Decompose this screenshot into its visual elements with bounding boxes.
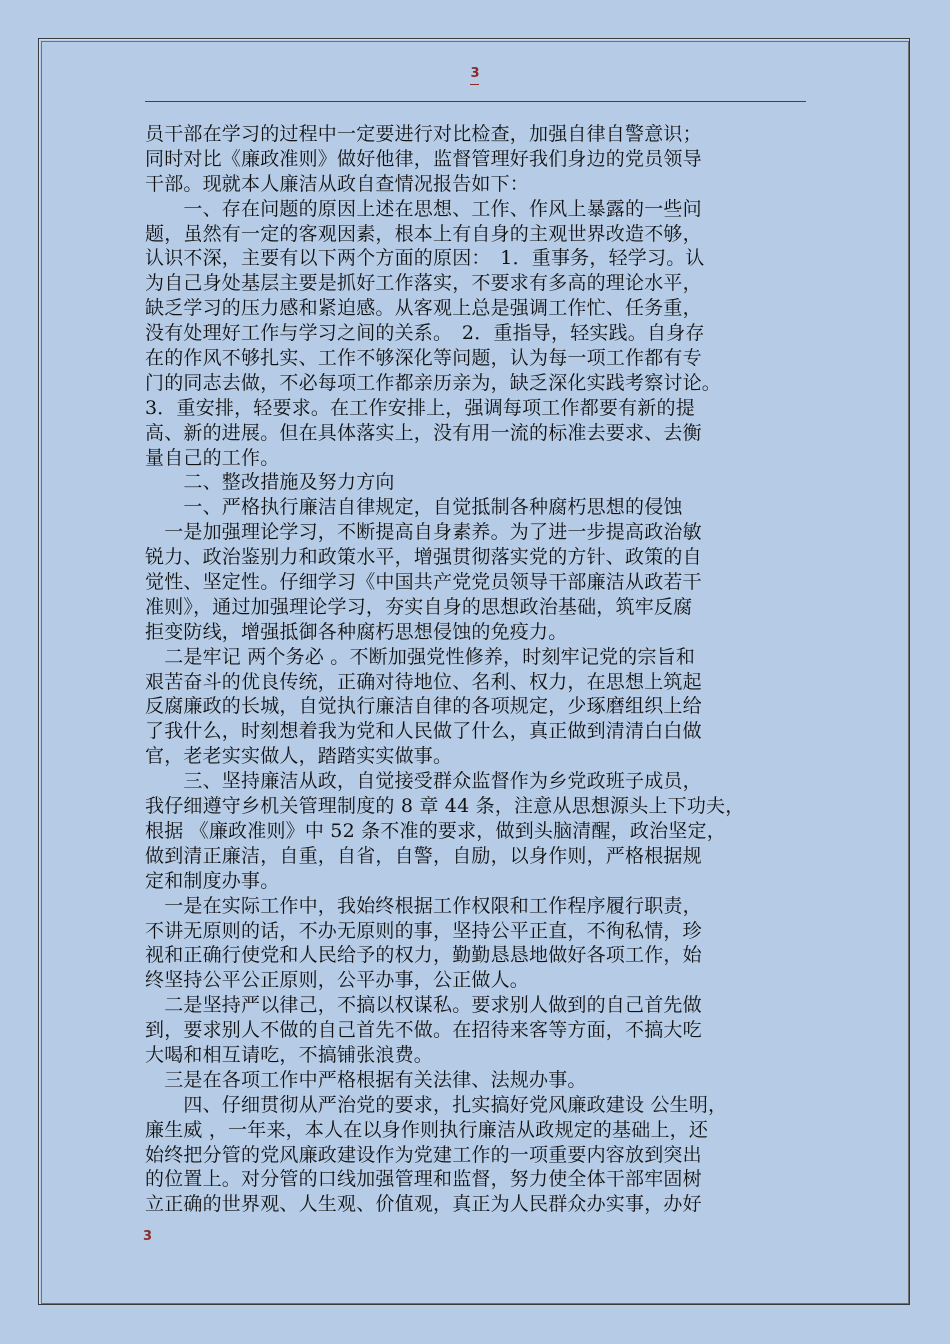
text-line: 四、仔细贯彻从严治党的要求，扎实搞好党风廉政建设 公生明， (145, 1093, 728, 1116)
text-line: 拒变防线，增强抵御各种腐朽思想侵蚀的免疫力。 (145, 620, 568, 643)
text-line: 高、新的进展。但在具体落实上，没有用一流的标准去要求、去衡 (145, 421, 702, 444)
text-line: 了我什么，时刻想着我为党和人民做了什么，真正做到清清白白做 (145, 720, 702, 743)
text-line: 定和制度办事。 (145, 869, 280, 892)
text-line: 根据 《廉政准则》中 52 条不准的要求，做到头脑清醒，政治坚定， (145, 819, 726, 842)
text-line: 锐力、政治鉴别力和政策水平，增强贯彻落实党的方针、政策的自 (145, 546, 702, 569)
header-rule (145, 101, 806, 102)
text-line: 廉生威 ，一年来，本人在以身作则执行廉洁从政规定的基础上，还 (145, 1118, 709, 1141)
text-line: 干部。现就本人廉洁从政自查情况报告如下： (145, 172, 530, 195)
text-line: 在的作风不够扎实、工作不够深化等问题，认为每一项工作都有专 (145, 347, 702, 370)
text-line: 一是在实际工作中，我始终根据工作权限和工作程序履行职责， (145, 894, 702, 917)
text-line: 一、存在问题的原因上述在思想、工作、作风上暴露的一些问 (145, 197, 702, 220)
text-line: 三是在各项工作中严格根据有关法律、法规办事。 (145, 1068, 587, 1091)
text-line: 量自己的工作。 (145, 446, 280, 469)
text-line: 三、坚持廉洁从政，自觉接受群众监督作为乡党政班子成员， (145, 770, 702, 793)
text-line: 缺乏学习的压力感和紧迫感。从客观上总是强调工作忙、任务重， (145, 297, 702, 320)
text-line: 反腐廉政的长城，自觉执行廉洁自律的各项规定，少琢磨组织上给 (145, 695, 702, 718)
text-line: 的位置上。对分管的口线加强管理和监督，努力使全体干部牢固树 (145, 1168, 702, 1191)
text-line: 准则》，通过加强理论学习，夯实自身的思想政治基础，筑牢反腐 (145, 595, 693, 618)
text-line: 门的同志去做，不必每项工作都亲历亲为，缺乏深化实践考察讨论。 (145, 371, 722, 394)
text-line: 视和正确行使党和人民给予的权力，勤勤恳恳地做好各项工作，始 (145, 944, 702, 967)
text-line: 没有处理好工作与学习之间的关系。 2．重指导，轻实践。自身存 (145, 322, 705, 345)
text-line: 不讲无原则的话，不办无原则的事，坚持公平正直，不徇私情，珍 (145, 919, 702, 942)
text-line: 觉性、坚定性。仔细学习《中国共产党党员领导干部廉洁从政若干 (145, 571, 702, 594)
document-body (145, 122, 825, 1217)
text-line: 3．重安排，轻要求。在工作安排上，强调每项工作都要有新的提 (145, 396, 695, 419)
text-line: 同时对比《廉政准则》做好他律，监督管理好我们身边的党员领导 (145, 147, 702, 170)
text-line: 二、整改措施及努力方向 (145, 471, 395, 494)
text-line: 二是牢记 两个务必 。不断加强党性修养，时刻牢记党的宗旨和 (145, 645, 696, 668)
text-line: 题，虽然有一定的客观因素，根本上有自身的主观世界改造不够， (145, 222, 702, 245)
text-line: 为自己身处基层主要是抓好工作落实，不要求有多高的理论水平， (145, 272, 702, 295)
text-line: 终坚持公平公正原则，公平办事，公正做人。 (145, 969, 530, 992)
text-line: 官，老老实实做人，踏踏实实做事。 (145, 745, 453, 768)
text-line: 大喝和相互请吃，不搞铺张浪费。 (145, 1043, 434, 1066)
header-page-number-underline (470, 84, 479, 85)
text-line: 员干部在学习的过程中一定要进行对比检查，加强自律自警意识； (145, 123, 702, 145)
text-line: 认识不深，主要有以下两个方面的原因： 1．重事务，轻学习。认 (145, 247, 705, 270)
text-line: 一、严格执行廉洁自律规定，自觉抵制各种腐朽思想的侵蚀 (145, 496, 683, 519)
text-line: 二是坚持严以律己，不搞以权谋私。要求别人做到的自己首先做 (145, 994, 702, 1017)
text-line: 始终把分管的党风廉政建设作为党建工作的一项重要内容放到突出 (145, 1143, 702, 1166)
text-line: 到，要求别人不做的自己首先不做。在招待来客等方面，不搞大吃 (145, 1019, 702, 1042)
text-line: 做到清正廉洁，自重，自省，自警，自励，以身作则，严格根据规 (145, 844, 702, 867)
footer-page-number: 3 (143, 1229, 153, 1244)
text-line: 我仔细遵守乡机关管理制度的 8 章 44 条，注意从思想源头上下功夫， (145, 795, 745, 818)
text-line: 艰苦奋斗的优良传统，正确对待地位、名利、权力，在思想上筑起 (145, 670, 702, 693)
text-line: 一是加强理论学习，不断提高自身素养。为了进一步提高政治敏 (145, 521, 702, 544)
header-page-number: 3 (470, 66, 480, 81)
text-line: 立正确的世界观、人生观、价值观，真正为人民群众办实事，办好 (145, 1193, 702, 1216)
